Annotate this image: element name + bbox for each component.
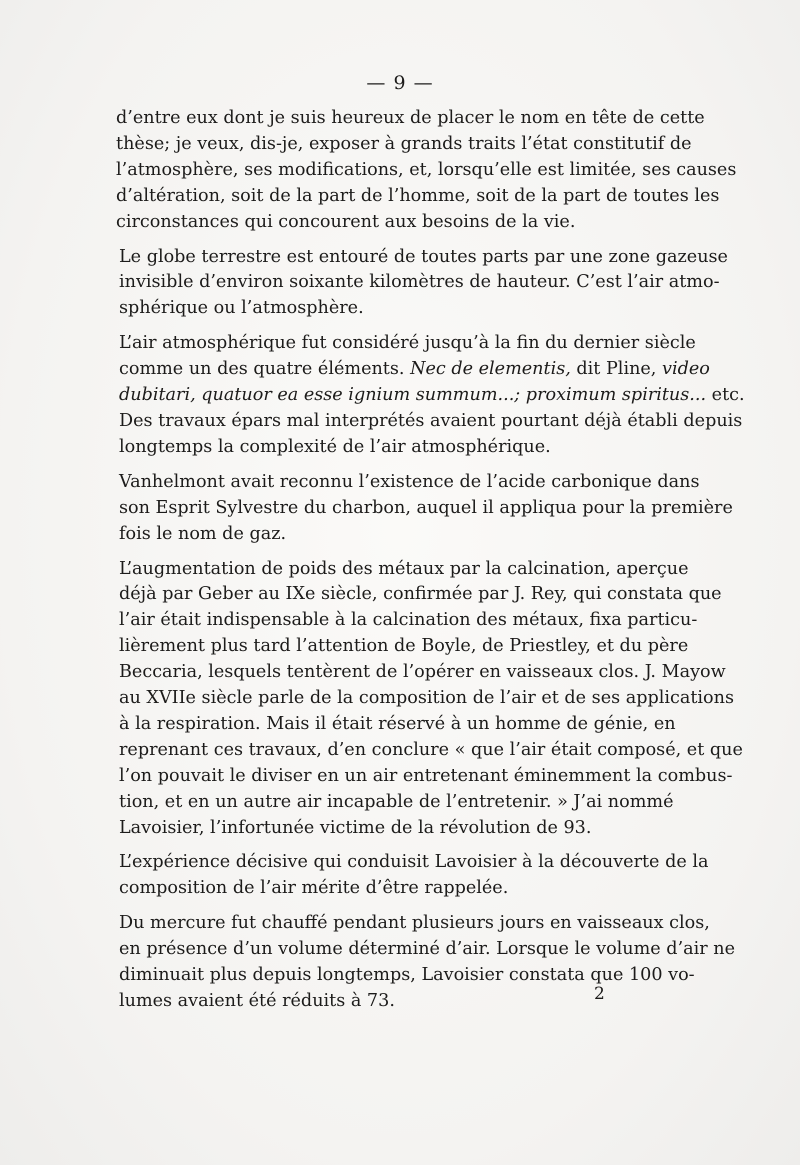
text-line: L’air atmosphérique fut considéré jusqu’à la fin du dernier siècle <box>119 333 696 354</box>
text-line: composition de l’air mérite d’être rappelée. <box>119 878 509 899</box>
latin-quote-fragment: video <box>662 359 710 380</box>
text-line: sphérique ou l’atmosphère. <box>119 298 364 319</box>
text-line: fois le nom de gaz. <box>119 523 287 544</box>
text-line: longtemps la complexité de l’air atmosphérique. <box>119 436 551 457</box>
text-line: thèse; je veux, dis-je, exposer à grands traits l’état constitutif de <box>116 133 692 154</box>
text-line: l’on pouvait le diviser en un air entretenant éminemment la combus- <box>119 765 733 786</box>
text-line: d’altération, soit de la part de l’homme, soit de la part de toutes les <box>116 185 720 206</box>
text-line: L’augmentation de poids des métaux par la calcination, aperçue <box>119 558 689 579</box>
text-line: Des travaux épars mal interprétés avaient pourtant déjà établi depuis <box>119 410 743 431</box>
text-line: lumes avaient été réduits à 73. <box>119 991 395 1011</box>
text-line: invisible d’environ soixante kilomètres de hauteur. C’est l’air atmo- <box>119 272 720 293</box>
text-line: lièrement plus tard l’attention de Boyle, de Priestley, et du père <box>119 636 689 657</box>
text-line: à la respiration. Mais il était réservé à un homme de génie, en <box>119 713 676 734</box>
signature-mark: 2 <box>594 984 605 1004</box>
text-line: l’atmosphère, ses modifications, et, lorsqu’elle est limitée, ses causes <box>116 159 737 180</box>
text-line: au XVIIe siècle parle de la composition de l’air et de ses applications <box>119 688 734 709</box>
latin-quote-fragment: Nec de elementis, <box>410 359 571 380</box>
text-fragment: dit Pline, <box>570 359 662 380</box>
paragraph-5 <box>116 557 743 842</box>
text-line: Du mercure fut chauffé pendant plusieurs jours en vaisseaux clos, <box>119 913 710 934</box>
paragraph-1 <box>116 106 737 236</box>
text-line: en présence d’un volume déterminé d’air. Lorsque le volume d’air ne <box>119 939 736 960</box>
text-fragment: etc. <box>706 385 745 406</box>
text-line: Le globe terrestre est entouré de toutes parts par une zone gazeuse <box>119 246 728 267</box>
paragraph-7 <box>116 911 736 1015</box>
text-line: diminuait plus depuis longtemps, Lavoisier constata que 100 vo- <box>119 965 695 986</box>
text-line: d’entre eux dont je suis heureux de placer le nom en tête de cette <box>116 108 705 128</box>
text-line: Beccaria, lesquels tentèrent de l’opérer en vaisseaux clos. J. Mayow <box>119 662 726 683</box>
text-line: son Esprit Sylvestre du charbon, auquel il appliqua pour la première <box>119 497 733 518</box>
text-line: L’expérience décisive qui conduisit Lavoisier à la découverte de la <box>119 852 709 873</box>
text-line: reprenant ces travaux, d’en conclure « que l’air était composé, et que <box>119 739 743 760</box>
text-line: circonstances qui concourent aux besoins de la vie. <box>116 211 576 232</box>
paragraph-6 <box>116 850 709 902</box>
page-number: — 9 — <box>366 72 434 94</box>
text-line: Vanhelmont avait reconnu l’existence de l’acide carbonique dans <box>119 471 700 492</box>
text-fragment: comme un des quatre éléments. <box>119 359 411 380</box>
paragraph-3 <box>116 331 745 461</box>
text-line: déjà par Geber au IXe siècle, confirmée par J. Rey, qui constata que <box>119 584 722 605</box>
text-line-with-quote <box>116 383 745 409</box>
text-line-with-quote <box>116 357 710 383</box>
text-line: tion, et en un autre air incapable de l’entretenir. » J’ai nommé <box>119 791 674 812</box>
paragraph-4 <box>116 470 733 548</box>
text-line: l’air était indispensable à la calcination des métaux, fixa particu- <box>119 610 698 631</box>
body-text <box>116 106 745 1024</box>
paragraph-2 <box>116 245 728 323</box>
latin-quote-fragment: dubitari, quatuor ea esse ignium summum...; proximum spiritus... <box>119 385 707 406</box>
text-line: Lavoisier, l’infortunée victime de la révolution de 93. <box>119 817 592 838</box>
